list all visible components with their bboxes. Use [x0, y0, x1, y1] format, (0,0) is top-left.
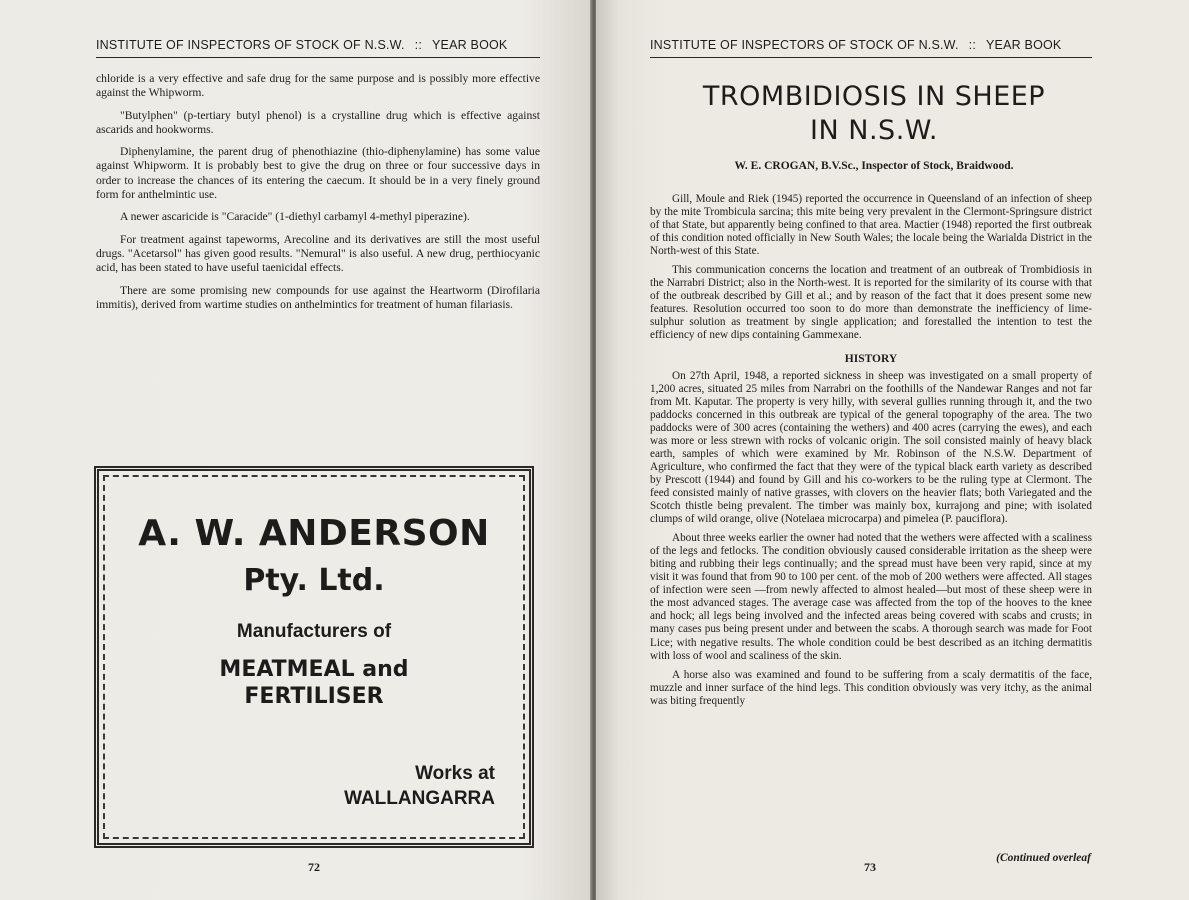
- paragraph: Diphenylamine, the parent drug of phenothiazine (thio-diphenylamine) has some value against Whipworm. It is probably best to give the drug on three or four successive days in order to increase the chances of its entering the caecum. It should be in a very finely ground form for anthelmintic use.: [96, 145, 540, 202]
- article-title-line: TROMBIDIOSIS IN SHEEP: [702, 81, 1046, 112]
- page-number-left: 72: [308, 860, 320, 874]
- paragraph: "Butylphen" (p-tertiary butyl phenol) is a crystalline drug which is effective against ascarids and hookworms.: [96, 108, 540, 136]
- paragraph: On 27th April, 1948, a reported sickness in sheep was investigated on a small property of 1,200 acres, situated 25 miles from Narrabri on the foothills of the Nandewar Ranges and not far from Mt. Kaputar. The property is very hilly, with several gullies running through it, and the two paddocks concerned in this outbreak are typical of the general topography of the area. The two paddocks were of 300 acres (containing the wethers) and 400 acres (carrying the ewes), and each was more or less strewn with rocks of volcanic origin. The soil consisted mainly of heavy black earth, samples of which were examined by Mr. Robinson of the N.S.W. Department of Agriculture, who confirmed the fact that they were of the typical black earth variety as described by Prescott (1944) and found by Gill and his co-workers to be the ruling type at Clermont. The feed consisted mainly of native grasses, with clovers on the heavier flats; both Variegated and the Scotch thistle being prevalent. The timber was mainly box, kurrajong and pine; with isolated clumps of wild orange, olive (Notelaea microcarpa) and pimelea (P. pauciflora).: [650, 369, 1092, 526]
- ad-works-line: Works at: [415, 763, 495, 784]
- paragraph: chloride is a very effective and safe drug for the same purpose and is possibly more effective against the Whipworm.: [96, 72, 540, 100]
- running-head-sep: ::: [968, 38, 977, 52]
- continued-note: (Continued overleaf: [996, 852, 1091, 864]
- paragraph: There are some promising new compounds for use against the Heartworm (Dirofilaria immitis), derived from wartime studies on anthelmintics for treatment of human filariasis.: [96, 283, 540, 311]
- paragraph: Gill, Moule and Riek (1945) reported the occurrence in Queensland of an infection of sheep by the mite Trombicula sarcina; this mite being very prevalent in the Clermont-Springsure district of that State, but apparently being confined to that area. Mactier (1948) reported the first outbreak of this condition noted officially in New South Wales; the locale being the Warialda District in the North-west of this State.: [650, 193, 1092, 258]
- ad-product-line: MEATMEAL and: [219, 657, 409, 682]
- running-head-org: INSTITUTE OF INSPECTORS OF STOCK OF N.S.W.: [650, 38, 959, 52]
- running-head-sep: ::: [414, 38, 423, 52]
- paragraph: This communication concerns the location and treatment of an outbreak of Trombidiosis in the Narrabri District; also in the North-west. It is reported for the similarity of its course with that of the outbreak described by Gill et al.; and by reason of the fact that it does present some new features. Resolution occurred too soon to do more than demonstrate the inefficiency of lime-sulphur solution as treatment by single application; and forestalled the intention to test the efficiency of new dips containing Gammexane.: [650, 264, 1092, 342]
- ad-manufacturers-of: Manufacturers of: [236, 621, 392, 642]
- right-body-text: [650, 193, 1092, 714]
- ad-product-line: FERTILISER: [244, 684, 384, 709]
- running-head-org: INSTITUTE OF INSPECTORS OF STOCK OF N.S.W.: [96, 38, 405, 52]
- article-title: [650, 80, 1098, 148]
- running-head-left: [96, 38, 540, 58]
- ad-company-name: A. W. ANDERSON: [138, 513, 490, 554]
- paragraph: A horse also was examined and found to be suffering from a scaly dermatitis of the face, muzzle and inner surface of the hind legs. This condition obviously was very itchy, as the animal was biting frequently: [650, 668, 1092, 707]
- left-body-text: [96, 72, 540, 320]
- ad-works-location: [344, 761, 495, 811]
- right-page: [596, 0, 1189, 900]
- running-head-book: YEAR BOOK: [986, 38, 1062, 52]
- article-title-line: IN N.S.W.: [810, 115, 938, 146]
- advertisement-box: [94, 466, 534, 848]
- section-heading-history: HISTORY: [844, 352, 898, 365]
- paragraph: A newer ascaricide is "Caracide" (1-diethyl carbamyl 4-methyl piperazine).: [120, 210, 470, 224]
- ad-products: [99, 656, 529, 710]
- ad-company-suffix: Pty. Ltd.: [243, 563, 385, 598]
- running-head-right: [650, 38, 1092, 58]
- page-number-right: 73: [864, 860, 876, 874]
- paragraph: For treatment against tapeworms, Arecoline and its derivatives are still the most useful drugs. "Acetarsol" has given good results. "Nemural" is also useful. A new drug, perthiocyanic acid, has been stated to have useful taenicidal effects.: [96, 232, 540, 275]
- left-page: [0, 0, 592, 900]
- ad-works-line: WALLANGARRA: [344, 788, 495, 809]
- paragraph: About three weeks earlier the owner had noted that the wethers were affected with a scaliness of the legs and fetlocks. The condition obviously caused considerable irritation as the sheep were biting and rubbing their legs continually; and the spread must have been very rapid, since at my visit it was found that from 90 to 100 per cent. of the mob of 200 wethers were affected. All stages of infection were seen —from newly affected to almost healed—but most of these sheep were in the most advanced stages. The average case was affected from the top of the hooves to the knee and hock; all legs being involved and the infected areas being covered with scabs and crusts; in many cases pus being present under and between the scabs. A thorough search was made for Foot Lice; with negative results. The whole condition could be best described as an itching dermatitis with loss of wool and scaliness of the skin.: [650, 532, 1092, 662]
- article-byline: W. E. CROGAN, B.V.Sc., Inspector of Stock, Braidwood.: [734, 160, 1014, 172]
- running-head-book: YEAR BOOK: [432, 38, 508, 52]
